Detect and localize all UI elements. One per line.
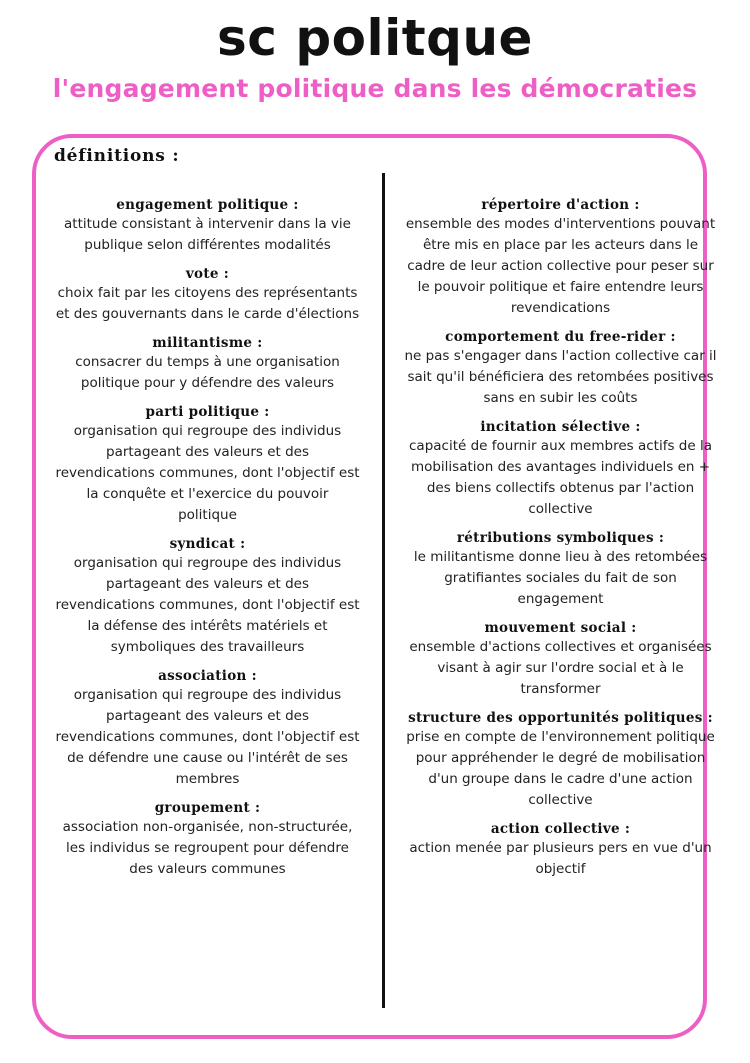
definition-entry xyxy=(55,334,360,394)
term-title: vote : xyxy=(185,266,230,282)
term-title: structure des opportunités politiques : xyxy=(408,710,713,726)
definition-entry xyxy=(55,535,360,658)
term-definition: ne pas s'engager dans l'action collective car il sait qu'il bénéficiera des retombées positives sans en subir les coûts xyxy=(404,348,717,406)
term-title: militantisme : xyxy=(152,335,263,351)
term-title: action collective : xyxy=(490,821,631,837)
page-subtitle: l'engagement politique dans les démocraties xyxy=(52,74,698,103)
definition-entry xyxy=(55,265,360,325)
term-title: comportement du free-rider : xyxy=(445,329,676,345)
term-title: incitation sélective : xyxy=(480,419,641,435)
term-definition: organisation qui regroupe des individus partageant des valeurs et des revendications communes, dont l'objectif est la conquête et l'exercice du pouvoir politique xyxy=(55,423,360,523)
definition-entry xyxy=(403,529,718,610)
term-definition: organisation qui regroupe des individus partageant des valeurs et des revendications communes, dont l'objectif est de défendre une cause ou l'intérêt de ses membres xyxy=(55,687,360,787)
term-definition: organisation qui regroupe des individus partageant des valeurs et des revendications communes, dont l'objectif est la défense des intérêts matériels et symboliques des travailleurs xyxy=(55,555,360,655)
term-definition: choix fait par les citoyens des représentants et des gouvernants dans le carde d'élections xyxy=(55,285,360,322)
term-title: rétributions symboliques : xyxy=(456,530,665,546)
definition-entry xyxy=(403,820,718,880)
term-title: groupement : xyxy=(154,800,261,816)
term-definition: capacité de fournir aux membres actifs de la mobilisation des avantages individuels en + des biens collectifs obtenus par l'action collective xyxy=(409,438,712,517)
definition-entry xyxy=(55,799,360,880)
definition-entry xyxy=(403,196,718,319)
definition-entry xyxy=(55,667,360,790)
term-definition: ensemble des modes d'interventions pouvant être mis en place par les acteurs dans le cadre de leur action collective pour peser sur le pouvoir politique et faire entendre leurs revendications xyxy=(405,216,716,316)
definitions-heading: définitions : xyxy=(54,146,180,166)
definition-entry xyxy=(403,418,718,520)
definition-entry xyxy=(403,709,718,811)
left-column xyxy=(55,196,360,889)
term-definition: prise en compte de l'environnement politique pour appréhender le degré de mobilisation d'un groupe dans le cadre d'une action collective xyxy=(406,729,715,808)
term-title: répertoire d'action : xyxy=(481,197,640,213)
term-title: mouvement social : xyxy=(484,620,637,636)
definition-entry xyxy=(55,403,360,526)
term-definition: le militantisme donne lieu à des retombées gratifiantes sociales du fait de son engagement xyxy=(413,549,708,607)
right-column xyxy=(403,196,718,889)
term-definition: action menée par plusieurs pers en vue d'un objectif xyxy=(409,840,712,877)
term-definition: attitude consistant à intervenir dans la vie publique selon différentes modalités xyxy=(64,216,351,253)
definition-entry xyxy=(55,196,360,256)
term-title: association : xyxy=(158,668,257,684)
term-title: engagement politique : xyxy=(116,197,299,213)
column-divider xyxy=(382,173,385,1008)
definition-entry xyxy=(403,619,718,700)
term-definition: ensemble d'actions collectives et organisées visant à agir sur l'ordre social et à le transformer xyxy=(409,639,712,697)
term-definition: association non-organisée, non-structurée, les individus se regroupent pour défendre des valeurs communes xyxy=(62,819,353,877)
definition-entry xyxy=(403,328,718,409)
term-title: syndicat : xyxy=(169,536,246,552)
term-definition: consacrer du temps à une organisation politique pour y défendre des valeurs xyxy=(75,354,340,391)
page-title: sc politque xyxy=(217,9,533,67)
term-title: parti politique : xyxy=(145,404,270,420)
